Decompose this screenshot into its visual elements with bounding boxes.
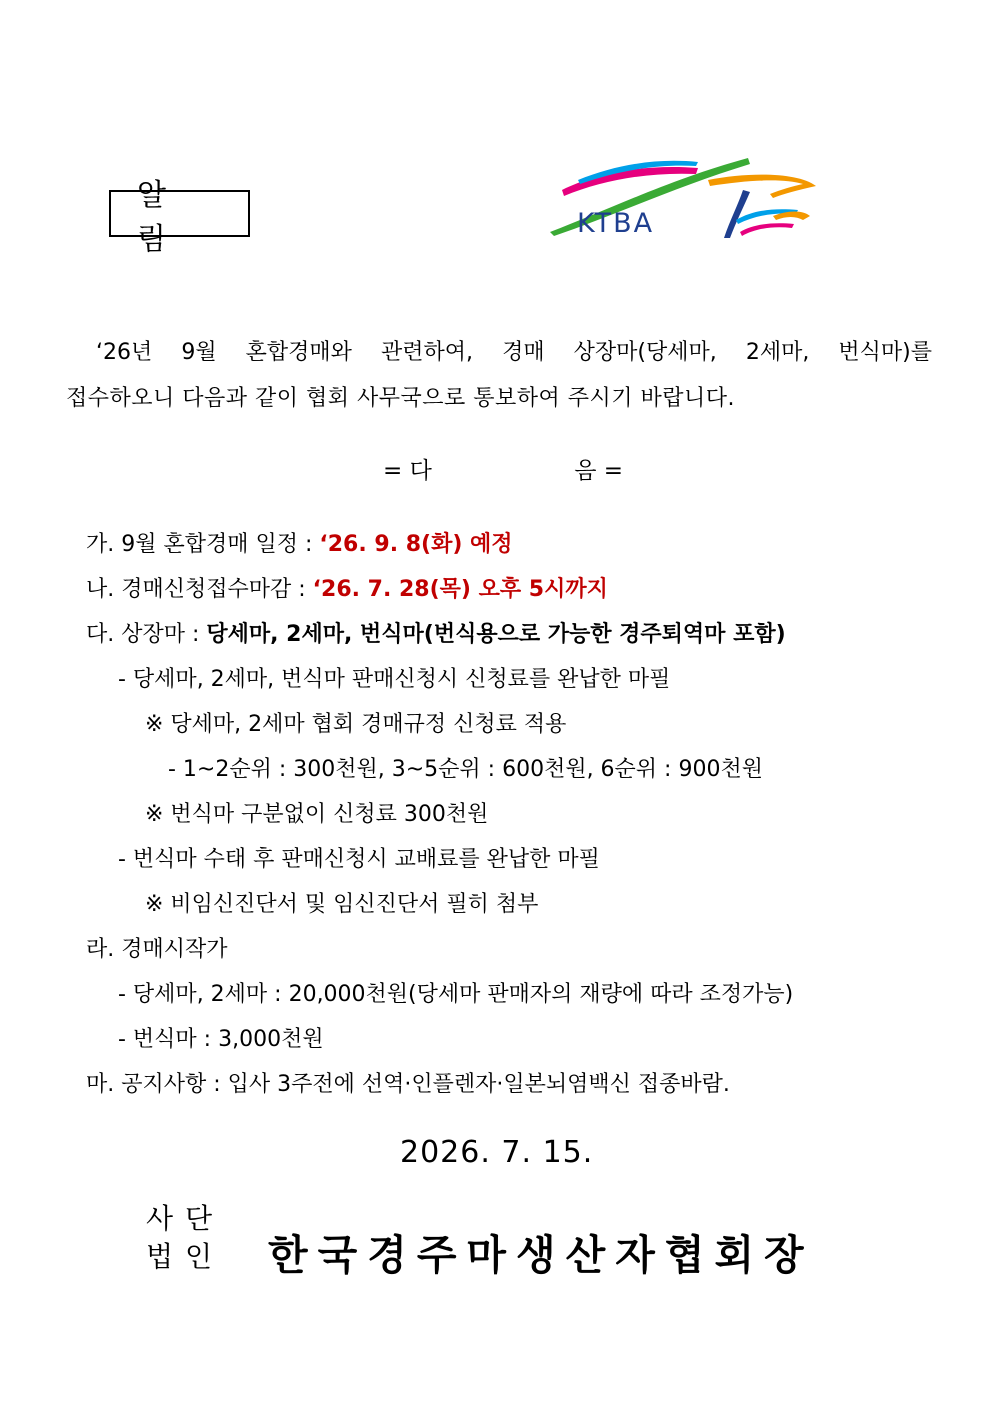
item-ga	[86, 527, 513, 558]
item-ga-value: ‘26. 9. 8(화) 예정	[319, 532, 513, 557]
section-heading	[383, 452, 623, 485]
intro-line-2: 접수하오니 다음과 같이 협회 사무국으로 통보하여 주시기 바랍니다.	[66, 386, 736, 411]
notice-title-box	[109, 177, 250, 257]
corporation-line-2: 법인	[146, 1240, 225, 1273]
item-ra: 라. 경매시작가	[86, 937, 228, 962]
item-ga-label: 가. 9월 혼합경매 일정 :	[86, 532, 320, 557]
item-da-label: 다. 상장마 :	[86, 622, 207, 647]
corporation-line-1: 사단	[146, 1202, 225, 1235]
heading-right: 음 =	[574, 458, 623, 484]
heading-left: = 다	[383, 458, 432, 484]
item-na-label: 나. 경매신청접수마감 :	[86, 577, 313, 602]
organization-name: 한국경주마생산자협회장	[268, 1231, 814, 1279]
logo-stroke-orange	[708, 175, 816, 198]
item-da-note2: ※ 번식마 구분없이 신청료 300천원	[145, 802, 489, 827]
item-ma: 마. 공지사항 : 입사 3주전에 선역·인플렌자·일본뇌염백신 접종바람.	[86, 1072, 730, 1097]
item-da-note1-detail: - 1~2순위 : 300천원, 3~5순위 : 600천원, 6순위 : 900천원	[168, 757, 763, 782]
intro-line-1: ‘26년 9월 혼합경매와 관련하여, 경매 상장마(당세마, 2세마, 번식마)를	[96, 340, 932, 365]
item-da-sub1: - 당세마, 2세마, 번식마 판매신청시 신청료를 완납한 마필	[118, 667, 671, 692]
item-na	[86, 572, 608, 603]
intro-paragraph	[66, 330, 932, 422]
item-da-value: 당세마, 2세마, 번식마(번식용으로 가능한 경주퇴역마 포함)	[206, 622, 786, 647]
item-da-sub2: - 번식마 수태 후 판매신청시 교배료를 완납한 마필	[118, 847, 600, 872]
corporation-label	[146, 1200, 224, 1276]
item-na-value: ‘26. 7. 28(목) 오후 5시까지	[312, 577, 608, 602]
logo-small-magenta	[740, 223, 794, 236]
item-ra-sub2: - 번식마 : 3,000천원	[118, 1027, 324, 1052]
item-da-note1: ※ 당세마, 2세마 협회 경매규정 신청료 적용	[145, 712, 567, 737]
document-date: 2026. 7. 15.	[400, 1135, 594, 1170]
logo-text: KTBA	[577, 208, 655, 239]
item-ra-sub1: - 당세마, 2세마 : 20,000천원(당세마 판매자의 재량에 따라 조정가능)	[118, 982, 794, 1007]
item-da	[86, 617, 786, 648]
item-da-note3: ※ 비임신진단서 및 임신진단서 필히 첨부	[145, 892, 539, 917]
notice-title: 알 림	[137, 177, 192, 257]
